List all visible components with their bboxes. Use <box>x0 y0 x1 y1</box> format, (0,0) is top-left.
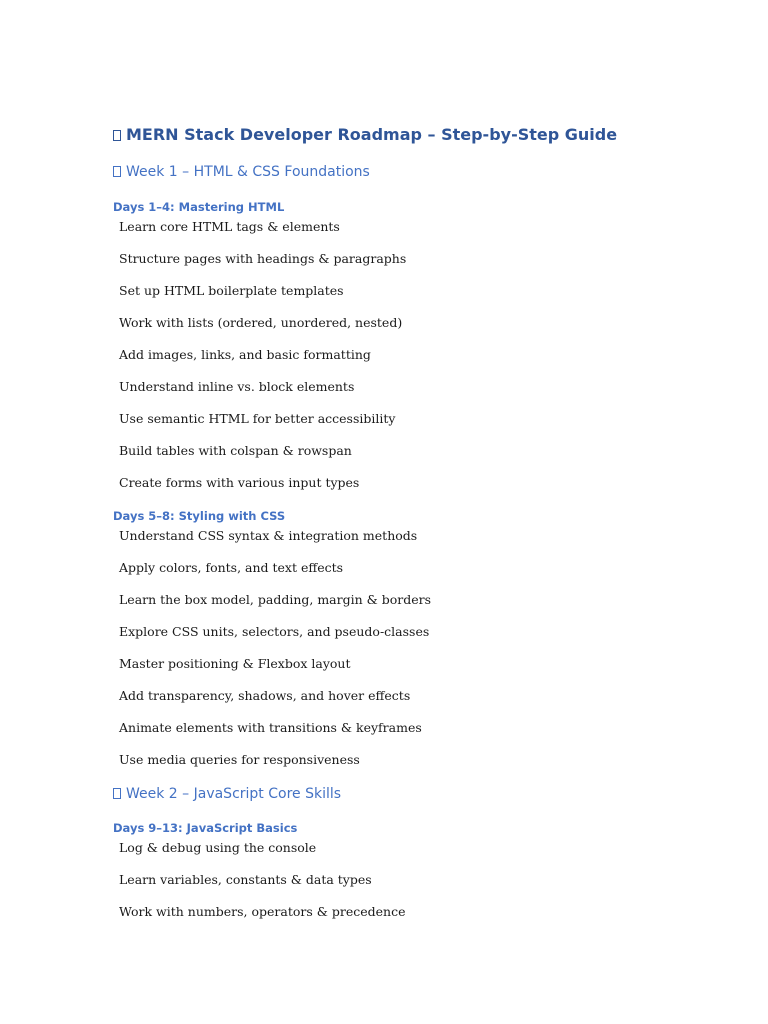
list-item: Log & debug using the console <box>119 840 317 855</box>
list-item: Apply colors, fonts, and text effects <box>119 560 344 575</box>
list-item: Set up HTML boilerplate templates <box>119 283 344 298</box>
list-item: Learn variables, constants & data types <box>119 872 372 887</box>
list-item: Understand inline vs. block elements <box>119 379 355 394</box>
list-item: Use semantic HTML for better accessibility <box>119 411 396 426</box>
list-item: Master positioning & Flexbox layout <box>119 656 351 671</box>
week-2-heading <box>113 784 341 804</box>
list-item: Add transparency, shadows, and hover effects <box>119 688 411 703</box>
days-9-13-heading: Days 9–13: JavaScript Basics <box>113 821 298 835</box>
list-item: Create forms with various input types <box>119 475 360 490</box>
document-title <box>113 124 617 146</box>
week-1-heading-text: Week 1 – HTML & CSS Foundations <box>126 164 370 180</box>
list-item: Structure pages with headings & paragraphs <box>119 251 407 266</box>
list-item: Learn the box model, padding, margin & borders <box>119 592 432 607</box>
list-item: Work with numbers, operators & precedence <box>119 904 406 919</box>
list-item: Add images, links, and basic formatting <box>119 347 371 362</box>
missing-glyph-icon <box>113 166 121 177</box>
list-item: Animate elements with transitions & keyframes <box>119 720 422 735</box>
list-item: Work with lists (ordered, unordered, nested) <box>119 315 403 330</box>
list-item: Understand CSS syntax & integration methods <box>119 528 418 543</box>
days-1-4-heading: Days 1–4: Mastering HTML <box>113 200 285 214</box>
week-1-heading <box>113 162 370 182</box>
list-item: Use media queries for responsiveness <box>119 752 360 767</box>
days-5-8-heading: Days 5–8: Styling with CSS <box>113 509 286 523</box>
missing-glyph-icon <box>113 130 121 141</box>
week-2-heading-text: Week 2 – JavaScript Core Skills <box>126 786 342 802</box>
list-item: Explore CSS units, selectors, and pseudo-classes <box>119 624 430 639</box>
list-item: Learn core HTML tags & elements <box>119 219 340 234</box>
list-item: Build tables with colspan & rowspan <box>119 443 352 458</box>
missing-glyph-icon <box>113 788 121 799</box>
document-title-text: MERN Stack Developer Roadmap – Step-by-Step Guide <box>126 125 618 144</box>
